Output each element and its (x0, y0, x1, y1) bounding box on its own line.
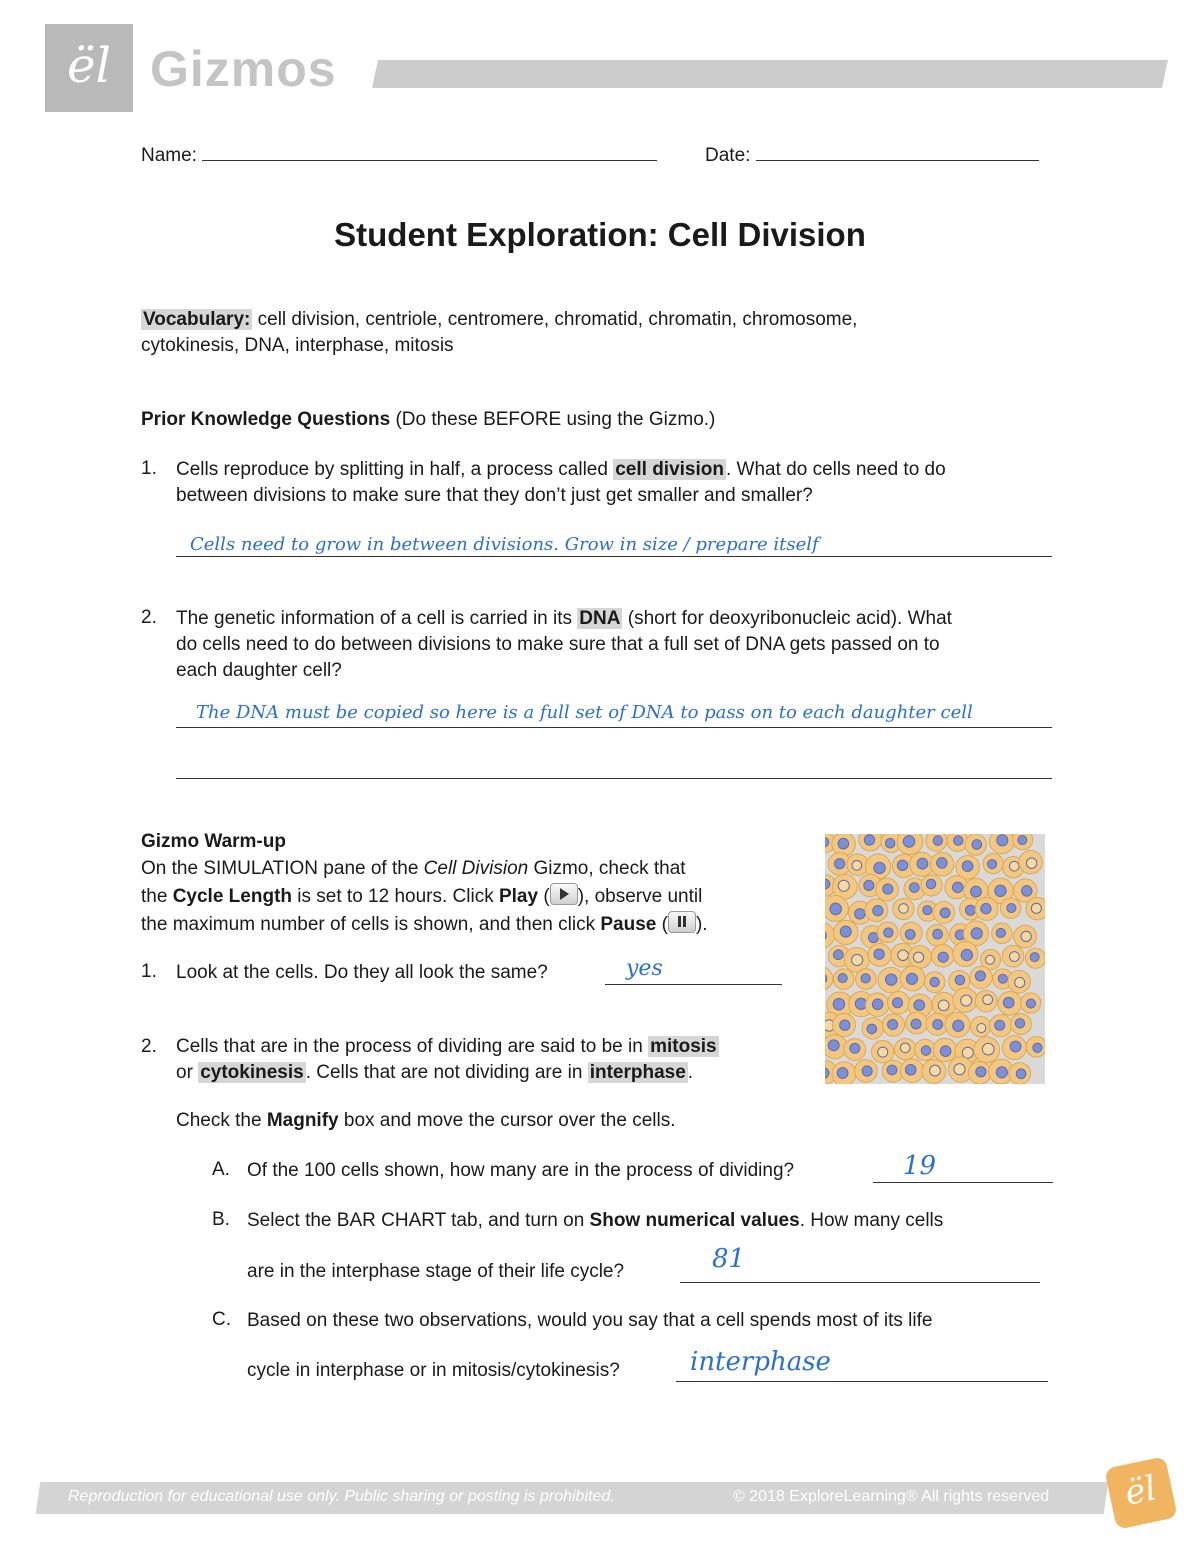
sub-a-letter: A. (212, 1159, 230, 1180)
pk-q1-number: 1. (141, 458, 157, 479)
cell (895, 1038, 916, 1059)
sub-c-answer: interphase (690, 1347, 831, 1377)
cell (876, 878, 899, 901)
wu-q2-text-c: . Cells that are not dividing are in (305, 1062, 588, 1083)
pk-q2-line2: do cells need to do between divisions to make sure that a full set of DNA gets passed on to (176, 634, 940, 655)
vocabulary-label: Vocabulary: (143, 309, 251, 330)
cell (990, 834, 1015, 854)
cell (998, 992, 1022, 1016)
cell (878, 967, 903, 992)
cell (825, 896, 848, 922)
sub-c-line1: Based on these two observations, would you say that a cell spends most of its life (247, 1310, 933, 1331)
sub-b-bold: Show numerical values (589, 1210, 800, 1231)
cell (844, 1039, 866, 1061)
page-title: Student Exploration: Cell Division (334, 216, 866, 253)
vocabulary-terms-2: cytokinesis, DNA, interphase, mitosis (141, 335, 454, 356)
cell (897, 834, 923, 855)
wu-q2-mitosis: mitosis (650, 1036, 717, 1057)
sub-c-letter: C. (212, 1309, 231, 1330)
cell (1002, 1036, 1026, 1060)
cell (900, 966, 925, 991)
logo-box (45, 24, 133, 112)
logo-text: Gizmos (150, 41, 337, 97)
wu-q2-cytokinesis: cytokinesis (200, 1062, 304, 1083)
cell (1002, 945, 1024, 967)
footer-logo (1104, 1456, 1178, 1530)
cell (975, 990, 997, 1012)
play-icon (560, 888, 569, 900)
cell (1026, 897, 1045, 919)
pk-q2-answer-line-2[interactable] (176, 778, 1052, 779)
cell (924, 972, 945, 993)
warmup-line2-b: is set to 12 hours. Click (292, 886, 499, 907)
sub-b-answer-line[interactable] (680, 1282, 1040, 1283)
cell (1008, 970, 1031, 993)
warmup-gizmo-name: Cell Division (423, 858, 529, 879)
wu-q2-text-b: or (176, 1062, 199, 1083)
warmup-line2-a: the (141, 886, 173, 907)
cell (832, 834, 856, 856)
pk-q2-line3: each daughter cell? (176, 660, 342, 681)
cell (933, 1038, 956, 1061)
pk-q2-text-a: The genetic information of a cell is carried in its (176, 608, 578, 629)
sub-b-answer: 81 (712, 1244, 746, 1274)
cell (933, 902, 955, 924)
wu-q1-answer-line[interactable] (605, 984, 782, 985)
cell (921, 875, 942, 896)
prior-knowledge-heading (141, 407, 715, 433)
cell (855, 1060, 878, 1083)
wu-q1-answer: yes (626, 956, 663, 981)
cell (909, 946, 932, 969)
pause-icon (678, 916, 681, 927)
cell (975, 898, 998, 921)
play-button[interactable] (550, 883, 578, 905)
footer-logo-mark: ël (1121, 1468, 1160, 1514)
date-label: Date: (705, 145, 751, 166)
cell (862, 1018, 883, 1039)
prior-knowledge-note: (Do these BEFORE using the Gizmo.) (395, 409, 716, 430)
cell (877, 922, 898, 943)
warmup-line3-b: ( (656, 914, 668, 935)
sub-b-text-a: Select the BAR CHART tab, and turn on (247, 1210, 590, 1231)
pk-q1-text-a: Cells reproduce by splitting in half, a process called (176, 459, 614, 480)
sub-c-answer-line[interactable] (676, 1381, 1048, 1382)
cell (1019, 851, 1042, 874)
sub-b-text-b: . How many cells (799, 1210, 944, 1231)
cell (865, 899, 888, 922)
warmup-intro (141, 855, 811, 939)
pk-q2-text (176, 606, 1066, 684)
pk-q1-highlight: cell division (615, 459, 724, 480)
sub-b-line2: are in the interphase stage of their life cycle? (247, 1261, 625, 1282)
cell (825, 923, 835, 948)
pk-q1-answer-line[interactable] (176, 556, 1052, 557)
logo-mark: ël (67, 38, 111, 94)
cell (1010, 1014, 1031, 1035)
sub-a-text: Of the 100 cells shown, how many are in the process of dividing? (247, 1160, 795, 1181)
pause-button[interactable] (668, 911, 696, 933)
name-field[interactable] (202, 160, 657, 161)
sub-a-answer: 19 (903, 1151, 937, 1181)
warmup-heading: Gizmo Warm-up (141, 831, 286, 852)
name-label: Name: (141, 145, 197, 166)
wu-q2-text-a: Cells that are in the process of dividing are said to be in (176, 1036, 649, 1057)
cell (953, 941, 978, 966)
cell (1009, 1063, 1031, 1084)
warmup-line1-b: Gizmo, check that (528, 858, 686, 879)
wu-q1-text: Look at the cells. Do they all look the same? (176, 962, 548, 983)
sub-c-line2: cycle in interphase or in mitosis/cytokinesis? (247, 1360, 620, 1381)
warmup-line3-c: ). (695, 914, 708, 935)
cell (856, 969, 877, 990)
cell (893, 898, 914, 919)
cell (833, 1013, 856, 1036)
date-field[interactable] (756, 160, 1039, 161)
wu-q2-magnify-bold: Magnify (266, 1110, 339, 1131)
footer-notice: Reproduction for educational use only. Public sharing or posting is prohibited. (68, 1488, 615, 1505)
pk-q2-answer: The DNA must be copied so here is a full set of DNA to pass on to each daughter cell (196, 702, 973, 723)
prior-knowledge-title: Prior Knowledge Questions (141, 409, 391, 430)
cell (931, 945, 954, 968)
cell (832, 1062, 856, 1084)
wu-q1-number: 1. (141, 961, 157, 982)
cell (915, 1039, 936, 1060)
vocabulary (141, 307, 1081, 359)
pk-q2-highlight: DNA (579, 608, 621, 629)
cell (1026, 1036, 1045, 1057)
cell (990, 1015, 1012, 1037)
cell (926, 834, 947, 851)
pk-q2-number: 2. (141, 607, 157, 628)
wu-q2-magnify-b: box and move the cursor over the cells. (338, 1110, 676, 1131)
wu-q2-interphase: interphase (589, 1062, 686, 1083)
cell (1014, 925, 1037, 948)
cell (868, 943, 891, 966)
cell (900, 1059, 924, 1083)
cells-illustration (825, 834, 1045, 1084)
cell (1021, 993, 1041, 1013)
pk-q2-answer-line-1[interactable] (176, 727, 1052, 728)
pk-q2-text-b: (short for deoxyribonucleic acid). What (622, 608, 952, 629)
cell (906, 1012, 928, 1034)
cell (866, 993, 889, 1016)
date-row (705, 143, 1039, 169)
sub-b-text (247, 1208, 943, 1234)
cell (882, 1014, 904, 1036)
sub-b-letter: B. (212, 1209, 230, 1230)
warmup-line2-c: ( (538, 886, 550, 907)
cell (859, 834, 882, 851)
cell (825, 1035, 847, 1059)
pk-q1-line2: between divisions to make sure that they don’t just get smaller and smaller? (176, 485, 813, 506)
cell (1012, 834, 1032, 850)
cell (1025, 948, 1045, 968)
cell (1000, 898, 1020, 918)
cell (872, 1041, 894, 1063)
header (0, 0, 1200, 120)
vocabulary-terms-1: cell division, centriole, centromere, chromatid, chromatin, chromosome, (257, 309, 858, 330)
cell (825, 967, 833, 990)
warmup-play-label: Play (498, 886, 539, 907)
warmup-line3-a: the maximum number of cells is shown, and then click (141, 914, 601, 935)
wu-q2-magnify (176, 1108, 676, 1134)
name-row (141, 143, 657, 169)
warmup-pause-label: Pause (600, 914, 657, 935)
header-bar (372, 60, 1168, 88)
cell (900, 922, 922, 944)
cell (888, 992, 910, 1014)
pk-q1-text-b: . What do cells need to do (726, 459, 946, 480)
cell (992, 923, 1013, 944)
cell (945, 1012, 970, 1037)
cell (956, 855, 980, 879)
footer-copyright: © 2018 ExploreLearning® All rights reserved (733, 1488, 1050, 1505)
sub-a-answer-line[interactable] (873, 1182, 1053, 1183)
cell (930, 852, 954, 876)
cell (970, 966, 992, 988)
warmup-line1-a: On the SIMULATION pane of the (141, 858, 424, 879)
wu-q2-text-d: . (687, 1062, 694, 1083)
cell (847, 854, 869, 876)
pk-q1-answer: Cells need to grow in between divisions. Grow in size / prepare itself (190, 534, 819, 555)
cell (926, 924, 948, 946)
warmup-line2-d: ), observe until (577, 886, 703, 907)
cell (970, 1016, 990, 1036)
cell-simulation-image (825, 834, 1045, 1084)
cell (983, 854, 1003, 874)
cell (922, 1059, 946, 1083)
cell (834, 920, 858, 944)
cell (932, 992, 956, 1016)
cell (833, 969, 853, 989)
wu-q2-magnify-a: Check the (176, 1110, 267, 1131)
wu-q2-number: 2. (141, 1036, 157, 1057)
wu-q2-text (176, 1034, 816, 1086)
cell (953, 988, 977, 1012)
cell (974, 1037, 1000, 1063)
warmup-cycle-length: Cycle Length (172, 886, 293, 907)
pk-q1-text (176, 457, 1066, 509)
cell (965, 834, 986, 855)
cell (968, 1062, 991, 1084)
